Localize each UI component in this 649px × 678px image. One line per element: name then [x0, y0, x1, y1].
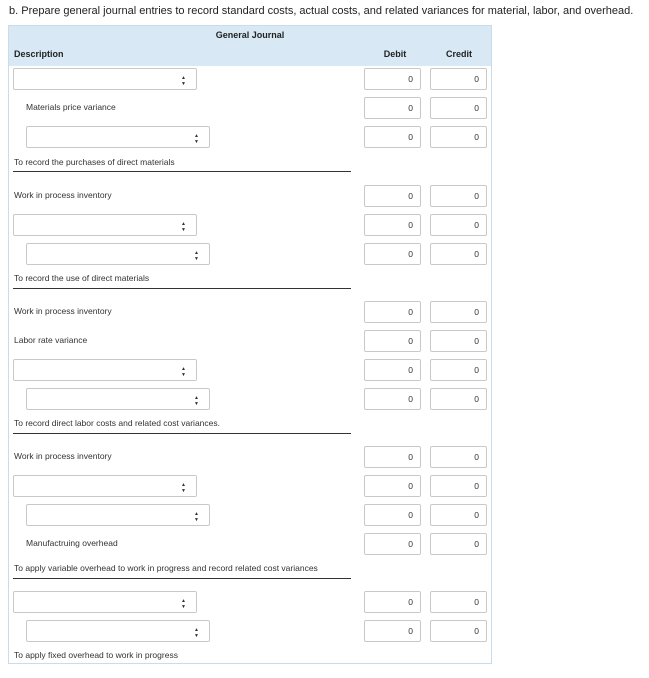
journal-row — [9, 243, 491, 265]
credit-input[interactable]: 0 — [430, 533, 487, 555]
journal-row — [9, 359, 491, 381]
updown-arrows-icon: ▲ ▼ — [181, 366, 186, 378]
account-select[interactable] — [26, 504, 210, 526]
account-label: Work in process inventory — [14, 190, 112, 200]
account-label: Materials price variance — [26, 102, 116, 112]
entry-note: To record the purchases of direct materials — [14, 157, 175, 167]
journal-row — [9, 185, 491, 207]
updown-arrows-icon: ▲ ▼ — [194, 133, 199, 145]
credit-input[interactable]: 0 — [430, 97, 487, 119]
journal-row — [9, 388, 491, 410]
entry-note: To record direct labor costs and related cost variances. — [14, 418, 220, 428]
journal-row — [9, 533, 491, 555]
entry-note: To record the use of direct materials — [14, 273, 150, 283]
journal-row — [9, 301, 491, 323]
credit-input[interactable]: 0 — [430, 330, 487, 352]
debit-input[interactable]: 0 — [364, 126, 421, 148]
journal-row — [9, 620, 491, 642]
account-select[interactable] — [26, 243, 210, 265]
entry-divider — [13, 171, 351, 172]
updown-arrows-icon: ▲ ▼ — [194, 627, 199, 639]
credit-input[interactable]: 0 — [430, 68, 487, 90]
debit-input[interactable]: 0 — [364, 388, 421, 410]
journal-header — [9, 26, 491, 66]
credit-input[interactable]: 0 — [430, 388, 487, 410]
account-select[interactable] — [26, 620, 210, 642]
account-select[interactable] — [26, 388, 210, 410]
credit-input[interactable]: 0 — [430, 359, 487, 381]
entry-note: To apply fixed overhead to work in progress — [14, 650, 178, 660]
account-select[interactable] — [26, 126, 210, 148]
journal-title: General Journal — [215, 30, 285, 40]
journal-row — [9, 504, 491, 526]
description-column-header: Description — [14, 49, 64, 59]
account-label: Work in process inventory — [14, 306, 112, 316]
credit-input[interactable]: 0 — [430, 475, 487, 497]
updown-arrows-icon: ▲ ▼ — [181, 221, 186, 233]
debit-input[interactable]: 0 — [364, 330, 421, 352]
account-label: Work in process inventory — [14, 451, 112, 461]
debit-input[interactable]: 0 — [364, 591, 421, 613]
journal-row — [9, 330, 491, 352]
debit-input[interactable]: 0 — [364, 185, 421, 207]
journal-row — [9, 68, 491, 90]
credit-input[interactable]: 0 — [430, 185, 487, 207]
account-select[interactable] — [13, 214, 197, 236]
credit-input[interactable]: 0 — [430, 214, 487, 236]
updown-arrows-icon: ▲ ▼ — [181, 482, 186, 494]
account-select[interactable] — [13, 359, 197, 381]
journal-row — [9, 97, 491, 119]
account-label: Labor rate variance — [14, 335, 88, 345]
debit-input[interactable]: 0 — [364, 68, 421, 90]
journal-row — [9, 126, 491, 148]
account-label: Manufactruing overhead — [26, 538, 118, 548]
updown-arrows-icon: ▲ ▼ — [194, 250, 199, 262]
debit-input[interactable]: 0 — [364, 214, 421, 236]
account-select[interactable] — [13, 475, 197, 497]
updown-arrows-icon: ▲ ▼ — [181, 75, 186, 87]
account-select[interactable] — [13, 68, 197, 90]
credit-input[interactable]: 0 — [430, 126, 487, 148]
credit-column-header: Credit — [445, 49, 472, 59]
entry-divider — [13, 288, 351, 289]
instruction-text: b. Prepare general journal entries to record standard costs, actual costs, and related variances for material, labor, and overhead. — [9, 5, 634, 17]
journal-row — [9, 446, 491, 468]
credit-input[interactable]: 0 — [430, 243, 487, 265]
credit-input[interactable]: 0 — [430, 620, 487, 642]
entry-note: To apply variable overhead to work in progress and record related cost variances — [14, 563, 318, 573]
account-select[interactable] — [13, 591, 197, 613]
credit-input[interactable]: 0 — [430, 591, 487, 613]
credit-input[interactable]: 0 — [430, 446, 487, 468]
debit-input[interactable]: 0 — [364, 620, 421, 642]
credit-input[interactable]: 0 — [430, 301, 487, 323]
debit-input[interactable]: 0 — [364, 243, 421, 265]
debit-column-header: Debit — [383, 49, 407, 59]
debit-input[interactable]: 0 — [364, 97, 421, 119]
debit-input[interactable]: 0 — [364, 504, 421, 526]
entry-divider — [13, 433, 351, 434]
debit-input[interactable]: 0 — [364, 446, 421, 468]
debit-input[interactable]: 0 — [364, 359, 421, 381]
updown-arrows-icon: ▲ ▼ — [194, 511, 199, 523]
journal-row — [9, 214, 491, 236]
updown-arrows-icon: ▲ ▼ — [181, 598, 186, 610]
debit-input[interactable]: 0 — [364, 475, 421, 497]
general-journal — [8, 25, 492, 664]
journal-row — [9, 475, 491, 497]
entry-divider — [13, 578, 351, 579]
debit-input[interactable]: 0 — [364, 301, 421, 323]
updown-arrows-icon: ▲ ▼ — [194, 395, 199, 407]
journal-row — [9, 591, 491, 613]
debit-input[interactable]: 0 — [364, 533, 421, 555]
credit-input[interactable]: 0 — [430, 504, 487, 526]
